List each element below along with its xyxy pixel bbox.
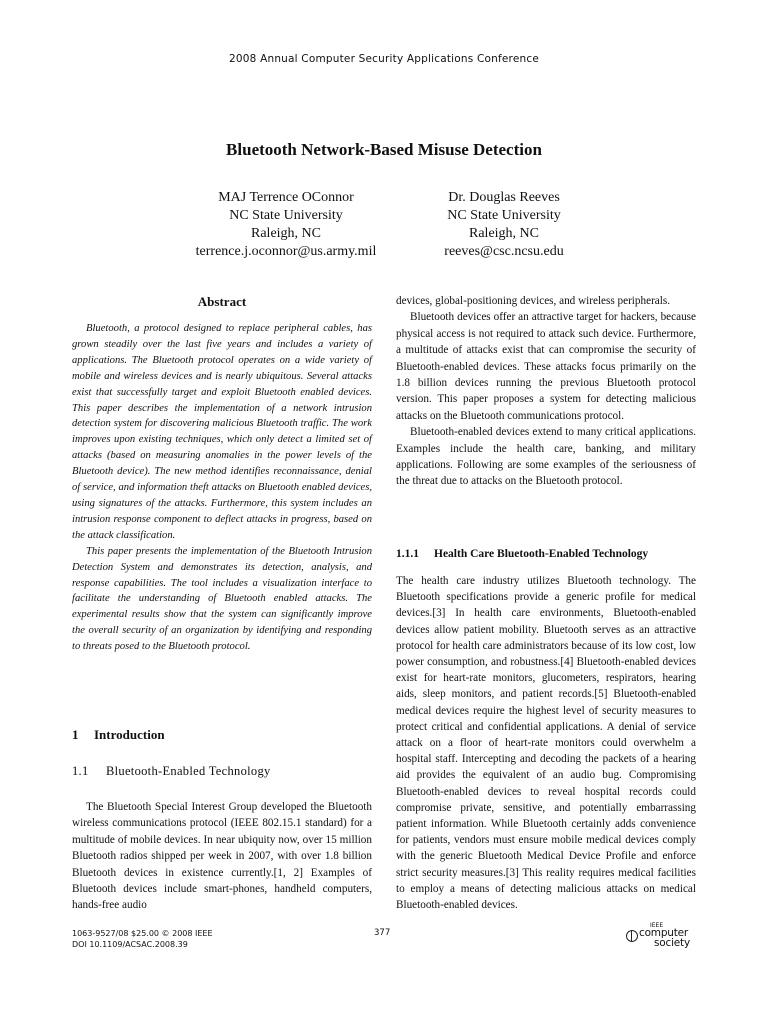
section-number: 1 [72,727,79,742]
health-care-body [396,573,696,913]
author-affiliation: NC State University [229,208,343,223]
subsubsection-title: Health Care Bluetooth-Enabled Technology [434,548,649,560]
conference-header: 2008 Annual Computer Security Applications Conference [229,53,539,65]
logo-text-ieee: IEEE [650,922,664,929]
abstract-heading: Abstract [197,294,247,309]
ieee-computer-society-logo [626,922,696,950]
body-paragraph: The health care industry utilizes Bluetooth technology. The Bluetooth specifications provide a generic profile for medical devices.[3] In health care environments, Bluetooth-enabled devices allow patient mobility. Bluetooth serves as an attractive protocol for health care administrators because of its low cost, low power consumption, and robustness.[4] Bluetooth-enabled devices exist for heart-rate monitors, glucometers, respirators, hearing aids, sleep monitors, and patient records.[5] Bluetooth-enabled medical devices require the highest level of security measures to protect critical and confidential applications. A denial of service attack on a floor of heart-rate monitors could overwhelm a hospital staff. Intercepting and decoding the packets of a hearing aid provides the equivalent of an audio bug. Compromising Bluetooth-enabled devices to reveal hospital records could compromise private, sensitive, and potentially embarrassing patient information. While Bluetooth certainly adds convenience for patients, vendors must ensure mobile medical devices comply with the generic Bluetooth Medical Device Profile and enforce strict security measures.[3] This reality requires medical facilities to employ a means of detecting malicious attacks on medical Bluetooth-enabled devices. [396,575,696,912]
globe-icon [626,930,638,942]
author-location: Raleigh, NC [469,226,539,241]
author-email: reeves@csc.ncsu.edu [444,244,564,259]
footer-issn: 1063-9527/08 $25.00 © 2008 IEEE [72,929,213,938]
author-name: Dr. Douglas Reeves [448,190,560,205]
author-block-2 [384,189,624,261]
logo-text-society: society [654,937,690,949]
body-paragraph: Bluetooth devices offer an attractive target for hackers, because physical access is not required to attack such device. Furthermore, a multitude of attacks exist that can compromise the security of Bluetooth-enabled devices. These attacks focus primarily on the 1.8 billion devices running the previous Bluetooth protocol version. This paper proposes a system for detecting malicious attacks on the Bluetooth communications protocol. [396,311,696,422]
section-title: Introduction [94,727,165,742]
page-number: 377 [374,928,391,938]
body-paragraph: Bluetooth-enabled devices extend to many critical applications. Examples include the health care, banking, and military applications. Following are some examples of the seriousness of the threat due to attacks on the Bluetooth protocol. [396,426,696,488]
footer-publication-info [72,928,213,950]
body-paragraph: The Bluetooth Special Interest Group developed the Bluetooth wireless communications protocol (IEEE 802.15.1 standard) for a multitude of mobile devices. In near ubiquity now, over 15 million Bluetooth radios shipped per week in 2007, with over 1.8 billion Bluetooth devices in existence currently.[1, 2] Examples of Bluetooth devices include smart-phones, handheld computers, hands-free audio [72,801,372,912]
author-name: MAJ Terrence OConnor [218,190,354,205]
abstract-body [72,321,372,655]
subsection-number: 1.1 [72,764,89,778]
subsubsection-number: 1.1.1 [396,548,419,560]
subsubsection-heading [396,548,648,560]
paper-title: Bluetooth Network-Based Misuse Detection [226,140,542,159]
section-heading-introduction [72,727,165,743]
abstract-paragraph: This paper presents the implementation of the Bluetooth Intrusion Detection System and demonstrates its detection, analysis, and response capabilities. The tool includes a visualization interface to facilitate the understanding of Bluetooth enabled attacks. The experimental results show that the system can significantly improve the overall security of an organization by identifying and responding to threats posed to the Bluetooth protocol. [72,545,372,653]
author-block-1 [166,189,406,261]
right-column-body [396,293,696,490]
author-email: terrence.j.oconnor@us.army.mil [195,244,377,259]
subsection-heading [72,764,271,779]
author-location: Raleigh, NC [251,226,321,241]
subsection-title: Bluetooth-Enabled Technology [106,764,271,778]
footer-doi: DOI 10.1109/ACSAC.2008.39 [72,940,188,949]
abstract-paragraph: Bluetooth, a protocol designed to replace peripheral cables, has grown steadily over the last five years and includes a variety of applications. The Bluetooth protocol operates on a wide variety of mobile and wireless devices and is nearly ubiquitous. Several attacks exist that successfully target and exploit Bluetooth enabled devices. This paper describes the implementation of a network intrusion detection system for discovering malicious Bluetooth traffic. The work improves upon existing techniques, which only detect a limited set of attacks (based on measuring anomalies in the power levels of the Bluetooth device). The new method identifies reconnaissance, denial of service, and information theft attacks on Bluetooth enabled devices, using signatures of the attacks. Furthermore, this system includes an intrusion response component to deflect attacks in progress, based on the attack classification. [72,323,372,541]
body-paragraph: devices, global-positioning devices, and wireless peripherals. [396,295,671,307]
author-affiliation: NC State University [447,208,561,223]
logo-text-computer: computer [639,927,689,939]
intro-body [72,799,372,914]
